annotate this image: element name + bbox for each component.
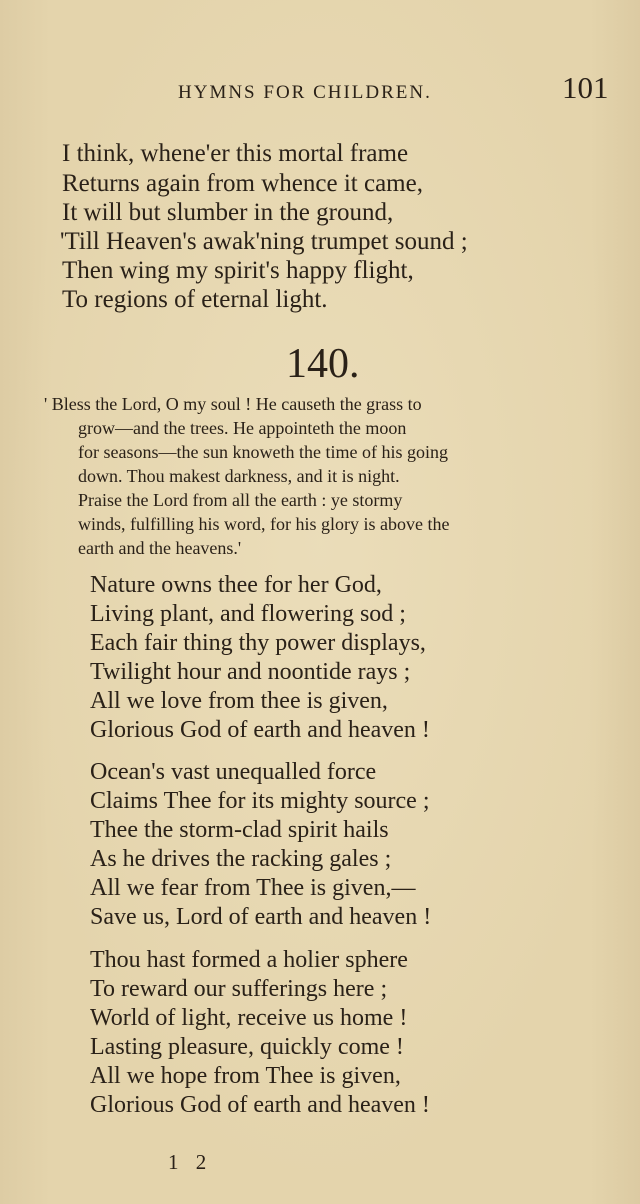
running-title: HYMNS FOR CHILDREN. — [178, 82, 432, 103]
signature-mark: 1 2 — [168, 1150, 213, 1174]
verse-line: Returns again from whence it came, — [62, 170, 423, 197]
verse-line: I think, whene'er this mortal frame — [62, 140, 409, 167]
verse-line: Nature owns thee for her God, — [90, 572, 382, 598]
verse-line: Ocean's vast unequalled force — [90, 759, 377, 785]
verse-line: World of light, receive us home ! — [90, 1005, 408, 1031]
verse-line: Claims Thee for its mighty source ; — [90, 788, 430, 814]
hymn-number: 140. — [286, 341, 360, 387]
verse-line: Save us, Lord of earth and heaven ! — [90, 904, 432, 930]
verse-line: To regions of eternal light. — [62, 286, 328, 313]
verse-line: Glorious God of earth and heaven ! — [90, 717, 430, 743]
verse-line: Living plant, and flowering sod ; — [90, 601, 406, 627]
verse-line: Twilight hour and noontide rays ; — [90, 659, 411, 685]
verse-line: All we love from thee is given, — [90, 688, 388, 714]
epigraph-line: Praise the Lord from all the earth : ye stormy — [78, 490, 403, 510]
epigraph-line: ' Bless the Lord, O my soul ! He causeth the grass to — [44, 394, 422, 414]
epigraph-line: grow—and the trees. He appointeth the moon — [78, 418, 407, 438]
verse-line: To reward our sufferings here ; — [90, 976, 388, 1002]
epigraph-line: down. Thou makest darkness, and it is night. — [78, 466, 400, 486]
epigraph-line: earth and the heavens.' — [78, 538, 242, 558]
verse-line: It will but slumber in the ground, — [62, 199, 394, 226]
verse-line: All we fear from Thee is given,— — [90, 875, 416, 901]
verse-line: Thee the storm-clad spirit hails — [90, 817, 389, 843]
verse-line: Thou hast formed a holier sphere — [90, 947, 408, 973]
page-number: 101 — [562, 70, 609, 105]
epigraph-line: winds, fulfilling his word, for his glory is above the — [78, 514, 450, 534]
verse-line: As he drives the racking gales ; — [90, 846, 392, 872]
verse-line: Each fair thing thy power displays, — [90, 630, 426, 656]
verse-line: Lasting pleasure, quickly come ! — [90, 1034, 404, 1060]
verse-line: 'Till Heaven's awak'ning trumpet sound ; — [60, 228, 468, 255]
verse-line: All we hope from Thee is given, — [90, 1063, 401, 1089]
verse-line: Then wing my spirit's happy flight, — [62, 257, 414, 284]
verse-line: Glorious God of earth and heaven ! — [90, 1092, 430, 1118]
epigraph-line: for seasons—the sun knoweth the time of his going — [78, 442, 448, 462]
